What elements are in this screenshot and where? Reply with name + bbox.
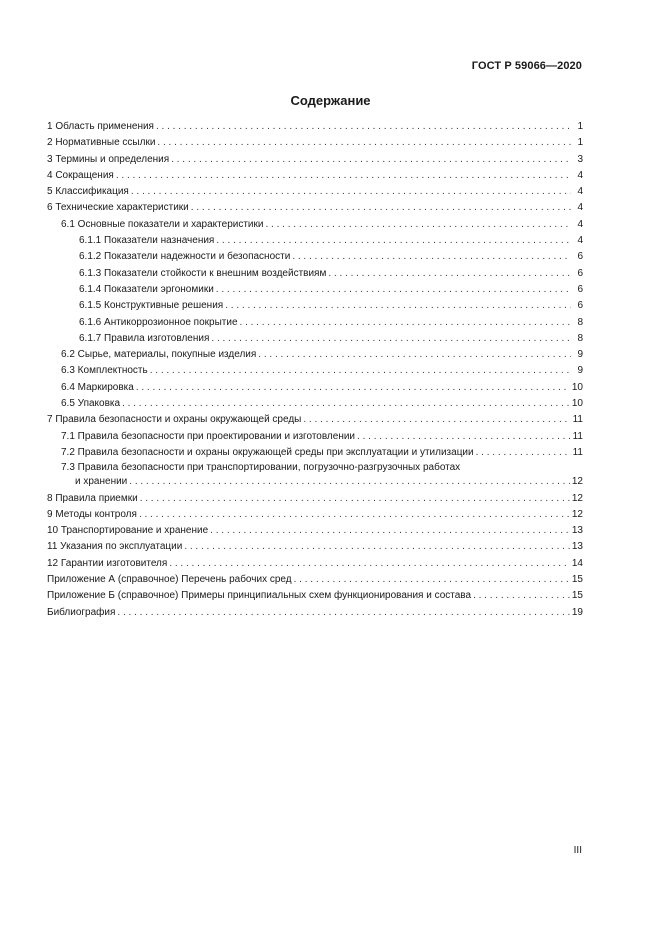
toc-entry-label: 6 Технические характеристики [47,202,189,214]
toc-entry[interactable] [47,135,583,151]
table-of-contents [47,119,583,621]
toc-entry-page: 6 [577,267,583,279]
toc-entry[interactable] [47,282,583,298]
toc-leader-dots [129,474,570,490]
toc-entry[interactable] [47,249,583,265]
toc-entry-label: 6.1.5 Конструктивные решения [79,300,224,312]
toc-entry-page: 10 [571,398,583,410]
toc-entry-label: 10 Транспортирование и хранение [47,525,209,537]
toc-entry[interactable] [47,331,583,347]
page-number: III [573,845,582,856]
toc-entry-label: 8 Правила приемки [47,492,138,504]
toc-entry-page: 9 [577,365,583,377]
toc-entry-label: 6.1.2 Показатели надежности и безопасности [79,251,291,263]
toc-entry[interactable] [47,168,583,184]
toc-entry-label: 9 Методы контроля [47,508,137,520]
toc-entry-label: 11 Указания по эксплуатации [47,541,183,553]
toc-entry-page: 4 [577,202,583,214]
toc-entry[interactable] [47,298,583,314]
toc-entry-label: Приложение А (справочное) Перечень рабочих сред [47,574,292,586]
toc-leader-dots [139,507,570,523]
toc-leader-dots [216,233,571,249]
toc-leader-dots [225,298,571,314]
toc-leader-dots [191,200,571,216]
toc-entry-page: 4 [577,169,583,181]
document-id: ГОСТ Р 59066—2020 [471,60,582,72]
toc-entry[interactable] [47,523,583,539]
toc-entry[interactable] [47,347,583,363]
toc-leader-dots [476,445,571,461]
toc-leader-dots [117,605,569,621]
toc-entry-page: 6 [577,251,583,263]
toc-entry-page: 6 [577,300,583,312]
toc-entry-page: 9 [577,349,583,361]
toc-entry[interactable] [47,507,583,523]
toc-entry-label: 1 Область применения [47,121,154,132]
toc-entry-label: 4 Сокращения [47,169,114,181]
toc-leader-dots [328,266,571,282]
toc-entry[interactable] [47,491,583,507]
toc-entry-label: 6.1.3 Показатели стойкости к внешним воздействиям [79,267,327,279]
toc-leader-dots [210,523,570,539]
toc-entry-label: 6.1.7 Правила изготовления [79,332,210,344]
toc-leader-dots [169,556,570,572]
toc-entry-label: Библиография [47,606,116,618]
toc-leader-dots [211,331,571,347]
toc-entry[interactable] [47,572,583,588]
toc-entry[interactable] [47,605,583,621]
toc-entry-label: 7.3 Правила безопасности при транспортировании, погрузочно-разгрузочных работах [61,462,461,474]
toc-entry[interactable] [47,461,583,490]
toc-entry-label-continued: и хранении [75,476,128,488]
toc-entry-page: 4 [577,186,583,198]
toc-leader-dots [136,380,570,396]
toc-leader-dots [131,184,571,200]
toc-entry-label: 6.5 Упаковка [61,398,121,410]
toc-entry-label: 12 Гарантии изготовителя [47,557,168,569]
toc-entry-page: 12 [571,492,583,504]
toc-entry[interactable] [47,380,583,396]
toc-entry[interactable] [47,217,583,233]
toc-entry[interactable] [47,412,583,428]
toc-entry[interactable] [47,429,583,445]
toc-leader-dots [258,347,571,363]
toc-leader-dots [140,491,570,507]
toc-leader-dots [184,539,570,555]
toc-leader-dots [265,217,571,233]
toc-entry-page: 15 [571,590,583,602]
toc-entry-label: 7 Правила безопасности и охраны окружающей среды [47,414,302,426]
toc-entry-page: 8 [577,316,583,328]
toc-entry-page: 1 [577,121,583,132]
toc-entry-label: 6.1 Основные показатели и характеристики [61,218,264,230]
toc-leader-dots [156,119,571,135]
page-title: Содержание [290,93,371,108]
toc-leader-dots [171,152,571,168]
toc-entry[interactable] [47,152,583,168]
toc-entry[interactable] [47,363,583,379]
toc-entry-label: 7.1 Правила безопасности при проектировании и изготовлении [61,430,356,442]
toc-entry-page: 10 [571,381,583,393]
toc-entry-page: 8 [577,332,583,344]
toc-leader-dots [240,315,571,331]
toc-leader-dots [294,572,570,588]
toc-entry-page: 12 [571,508,583,520]
toc-entry[interactable] [47,233,583,249]
toc-entry-page: 11 [572,446,583,458]
toc-entry-page: 1 [577,137,583,149]
toc-entry-label: Приложение Б (справочное) Примеры принципиальных схем функционирования и состава [47,590,472,602]
toc-entry[interactable] [47,539,583,555]
toc-leader-dots [122,396,570,412]
toc-entry-label: 6.1.1 Показатели назначения [79,235,215,247]
toc-entry-page: 13 [571,541,583,553]
toc-entry-page: 3 [577,153,583,165]
toc-entry-page: 14 [571,557,583,569]
toc-entry[interactable] [47,315,583,331]
toc-entry-label: 5 Классификация [47,186,129,198]
toc-leader-dots [357,429,571,445]
toc-leader-dots [303,412,570,428]
toc-entry[interactable] [47,556,583,572]
toc-entry[interactable] [47,200,583,216]
toc-entry-page: 15 [571,574,583,586]
toc-leader-dots [292,249,571,265]
toc-entry-page: 19 [571,606,583,618]
toc-entry[interactable] [47,266,583,282]
toc-entry[interactable] [47,588,583,604]
toc-leader-dots [216,282,571,298]
toc-leader-dots [150,363,571,379]
toc-entry[interactable] [47,445,583,461]
toc-entry-page: 6 [577,283,583,295]
toc-leader-dots [116,168,571,184]
toc-entry-label: 6.3 Комплектность [61,365,148,377]
toc-entry[interactable] [47,184,583,200]
toc-entry-label: 6.4 Маркировка [61,381,134,393]
toc-entry[interactable] [47,119,583,135]
toc-leader-dots [473,588,570,604]
toc-entry-page: 4 [577,218,583,230]
toc-entry-label: 6.2 Сырье, материалы, покупные изделия [61,349,257,361]
toc-entry-page: 11 [572,414,583,426]
toc-entry-label: 7.2 Правила безопасности и охраны окружающей среды при эксплуатации и утилизации [61,446,474,458]
toc-entry-page: 13 [571,525,583,537]
toc-entry-page: 4 [577,235,583,247]
toc-entry-label: 2 Нормативные ссылки [47,137,156,149]
toc-entry-label: 6.1.6 Антикоррозионное покрытие [79,316,238,328]
toc-entry-page: 12 [571,476,583,488]
toc-entry-page: 11 [572,430,583,442]
toc-leader-dots [157,135,571,151]
toc-entry-label: 3 Термины и определения [47,153,170,165]
toc-entry[interactable] [47,396,583,412]
toc-entry-label: 6.1.4 Показатели эргономики [79,283,214,295]
